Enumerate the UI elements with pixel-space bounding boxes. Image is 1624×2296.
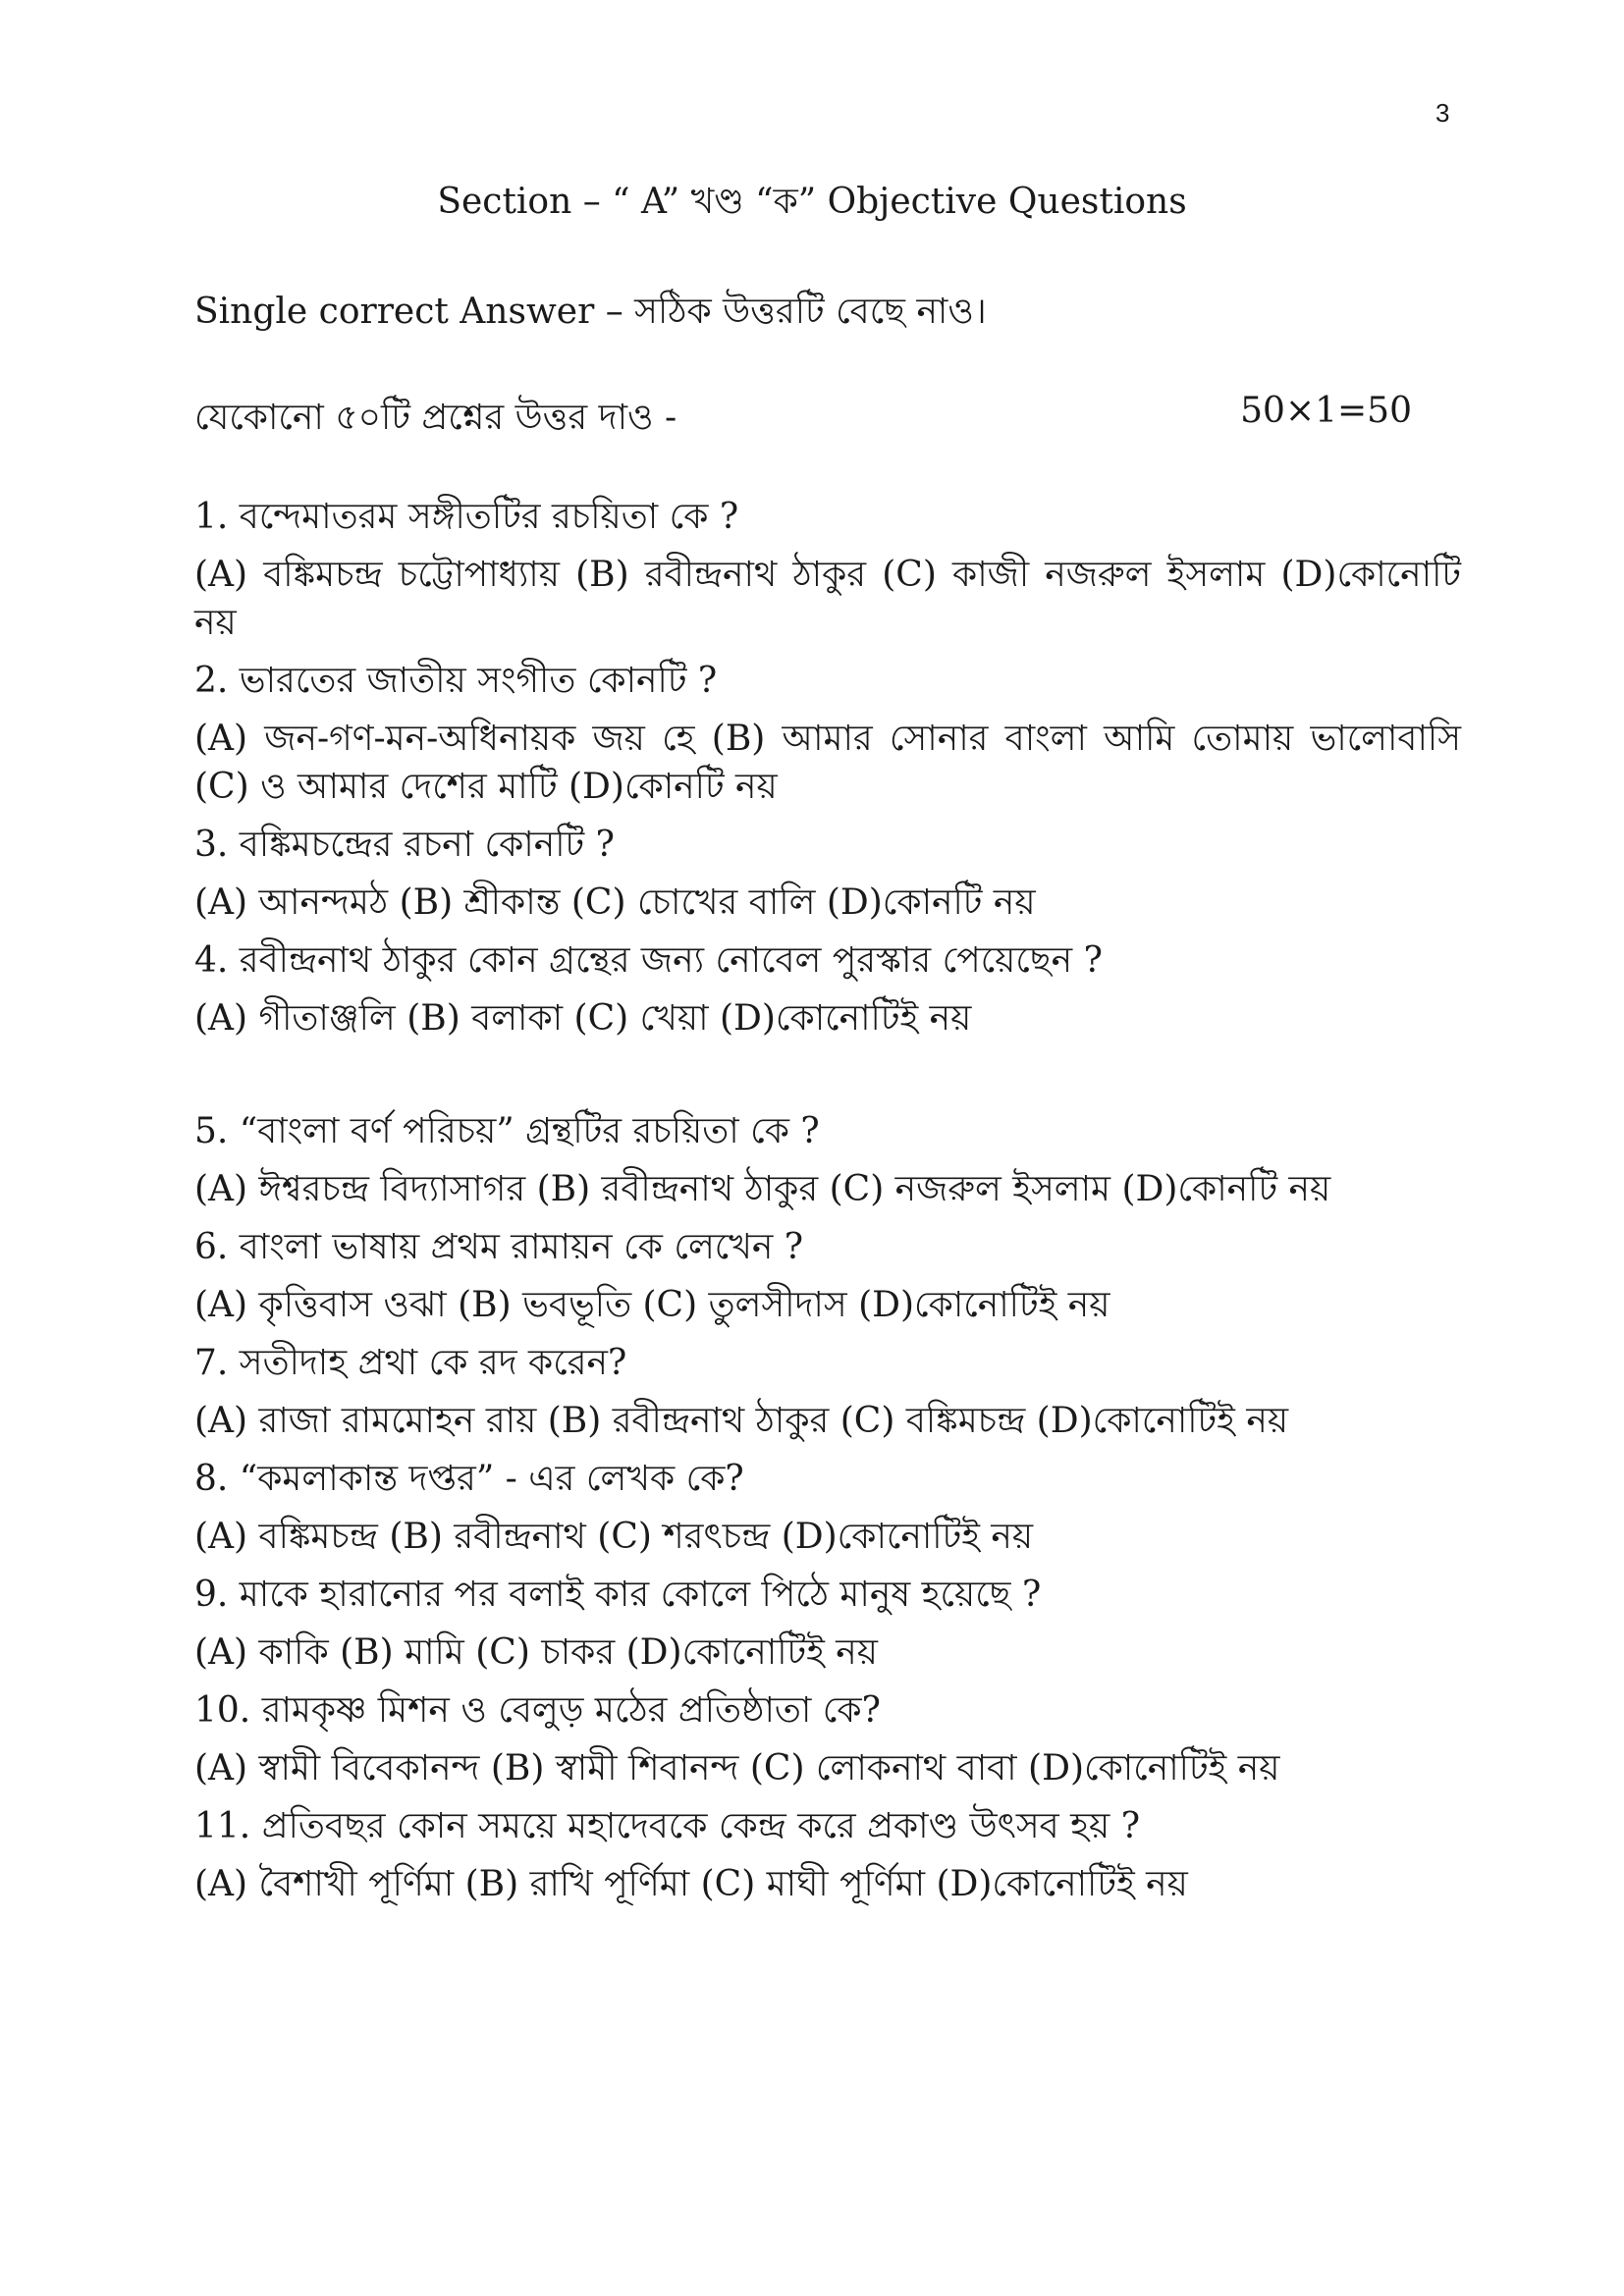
question-options: (A) জন-গণ-মন-অধিনায়ক জয় হে (B) আমার সোনার বাংলা আমি তোমায় ভালোবাসি (C) ও আমার দেশের মাটি (D)কোনটি নয় xyxy=(194,719,1461,807)
question-text: 2. ভারতের জাতীয় সংগীত কোনটি ? xyxy=(194,661,718,701)
question-text: 7. সতীদাহ প্রথা কে রদ করেন? xyxy=(194,1343,627,1383)
question-text: 1. বন্দেমাতরম সঙ্গীতটির রচয়িতা কে ? xyxy=(194,497,739,537)
question-6 xyxy=(194,1223,1461,1329)
question-5 xyxy=(194,1107,1461,1213)
question-7 xyxy=(194,1339,1461,1445)
question-options: (A) বঙ্কিমচন্দ্র চট্টোপাধ্যায় (B) রবীন্দ্রনাথ ঠাকুর (C) কাজী নজরুল ইসলাম (D)কোনোটি নয় xyxy=(194,555,1461,643)
question-text: 10. রামকৃষ্ণ মিশন ও বেলুড় মঠের প্রতিষ্ঠাতা কে? xyxy=(194,1690,881,1731)
question-1 xyxy=(194,493,1461,647)
question-options: (A) গীতাঞ্জলি (B) বলাকা (C) খেয়া (D)কোনোটিই নয় xyxy=(194,998,972,1039)
question-10 xyxy=(194,1686,1461,1792)
question-options: (A) বঙ্কিমচন্দ্র (B) রবীন্দ্রনাথ (C) শরৎচন্দ্র (D)কোনোটিই নয় xyxy=(194,1517,1034,1557)
question-text: 3. বঙ্কিমচন্দ্রের রচনা কোনটি ? xyxy=(194,825,615,865)
question-options: (A) রাজা রামমোহন রায় (B) রবীন্দ্রনাথ ঠাকুর (C) বঙ্কিমচন্দ্র (D)কোনোটিই নয় xyxy=(194,1401,1289,1441)
question-11 xyxy=(194,1802,1461,1908)
question-4 xyxy=(194,936,1461,1042)
marks-total: 50×1=50 xyxy=(1240,391,1412,431)
question-options: (A) কৃত্তিবাস ওঝা (B) ভবভূতি (C) তুলসীদাস (D)কোনোটিই নয় xyxy=(194,1285,1110,1325)
question-2 xyxy=(194,657,1461,811)
question-options: (A) আনন্দমঠ (B) শ্রীকান্ত (C) চোখের বালি (D)কোনটি নয় xyxy=(194,882,1036,923)
question-list xyxy=(194,493,1461,1918)
question-8 xyxy=(194,1455,1461,1561)
marks-row xyxy=(194,391,1412,450)
question-options: (A) কাকি (B) মামি (C) চাকর (D)কোনোটিই নয় xyxy=(194,1632,878,1673)
question-text: 11. প্রতিবছর কোন সময়ে মহাদেবকে কেন্দ্র করে প্রকাণ্ড উৎসব হয় ? xyxy=(194,1806,1140,1846)
question-9 xyxy=(194,1571,1461,1677)
question-text: 8. “কমলাকান্ত দপ্তর” - এর লেখক কে? xyxy=(194,1459,744,1499)
section-spacer xyxy=(194,1052,1461,1107)
question-text: 4. রবীন্দ্রনাথ ঠাকুর কোন গ্রন্থের জন্য নোবেল পুরস্কার পেয়েছেন ? xyxy=(194,940,1103,981)
question-options: (A) ঈশ্বরচন্দ্র বিদ্যাসাগর (B) রবীন্দ্রনাথ ঠাকুর (C) নজরুল ইসলাম (D)কোনটি নয় xyxy=(194,1169,1331,1209)
question-text: 6. বাংলা ভাষায় প্রথম রামায়ন কে লেখেন ? xyxy=(194,1227,804,1267)
question-options: (A) বৈশাখী পূর্ণিমা (B) রাখি পূর্ণিমা (C) মাঘী পূর্ণিমা (D)কোনোটিই নয় xyxy=(194,1864,1188,1904)
page-number: 3 xyxy=(1435,98,1450,128)
section-title: Section – “ A” খণ্ড “ক” Objective Questions xyxy=(437,182,1187,222)
question-options: (A) স্বামী বিবেকানন্দ (B) স্বামী শিবানন্দ (C) লোকনাথ বাবা (D)কোনোটিই নয় xyxy=(194,1748,1280,1789)
question-text: 5. “বাংলা বর্ণ পরিচয়” গ্রন্থটির রচয়িতা কে ? xyxy=(194,1111,820,1151)
instruction-text: Single correct Answer – সঠিক উত্তরটি বেছে নাও। xyxy=(194,292,987,332)
task-text: যেকোনো ৫০টি প্রশ্নের উত্তর দাও - xyxy=(194,398,677,438)
question-text: 9. মাকে হারানোর পর বলাই কার কোলে পিঠে মানুষ হয়েছে ? xyxy=(194,1575,1042,1615)
question-3 xyxy=(194,821,1461,927)
